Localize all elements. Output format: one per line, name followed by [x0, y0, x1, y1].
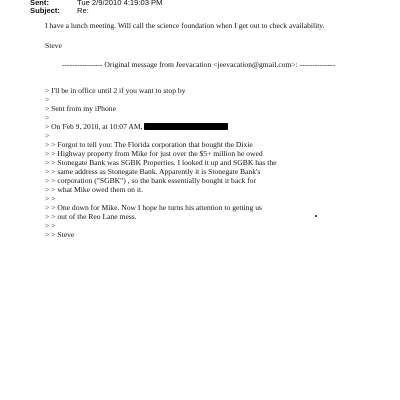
quoted-line: > Sent from my iPhone [45, 104, 116, 113]
quoted-body-line: > > [45, 194, 56, 203]
redaction-bar [144, 123, 228, 130]
quoted-body-line: > > out of the Reo Lane mess. [45, 212, 137, 221]
quoted-body-line: > > what Mike owed them on it. [45, 185, 143, 194]
quoted-body-line: > > [45, 221, 56, 230]
scan-speck [315, 215, 317, 217]
sent-value: Tue 2/9/2010 4:19:03 PM [77, 0, 163, 7]
sent-label: Sent: [30, 0, 49, 7]
quoted-line: > [45, 95, 50, 104]
subject-row [30, 6, 89, 15]
quoted-body-line: > > Stonegate Bank was SGBK Properties. I looked it up and SGBK has the [45, 158, 277, 167]
quoted-date-prefix: > On Feb 9, 2010, at 10:07 AM, [45, 122, 143, 131]
original-message-separator: ---------------- Original message from Jeevacation <jeevacation@gmail.com>: -------------- [62, 60, 335, 69]
quoted-body-line: > > Forgot to tell you: The Florida corporation that bought the Dixie [45, 140, 253, 149]
quoted-line: > I'll be in office until 2 if you want to stop by [45, 86, 186, 95]
quoted-body-line: > > Highway property from Mike for just over the $5+ million he owed [45, 149, 263, 158]
quoted-line: > [45, 131, 50, 140]
quoted-body-line: > > One down for Mike. Now I hope he turns his attention to getting us [45, 203, 262, 212]
reply-body: I have a lunch meeting. Will call the science foundation when I get out to check availability. [45, 21, 325, 30]
quoted-body-line: > > corporation ("SGBK") , so the bank essentially bought it back for [45, 176, 257, 185]
subject-value: Re: [77, 6, 89, 15]
quoted-body-line: > > Steve [45, 230, 75, 239]
quoted-body-line: > > same address as Stonegate Bank. Apparently it is Stonegate Bank's [45, 167, 261, 176]
quoted-date-line [45, 122, 228, 131]
reply-signature: Steve [45, 41, 62, 50]
quoted-line: > [45, 113, 50, 122]
subject-label: Subject: [30, 6, 60, 15]
